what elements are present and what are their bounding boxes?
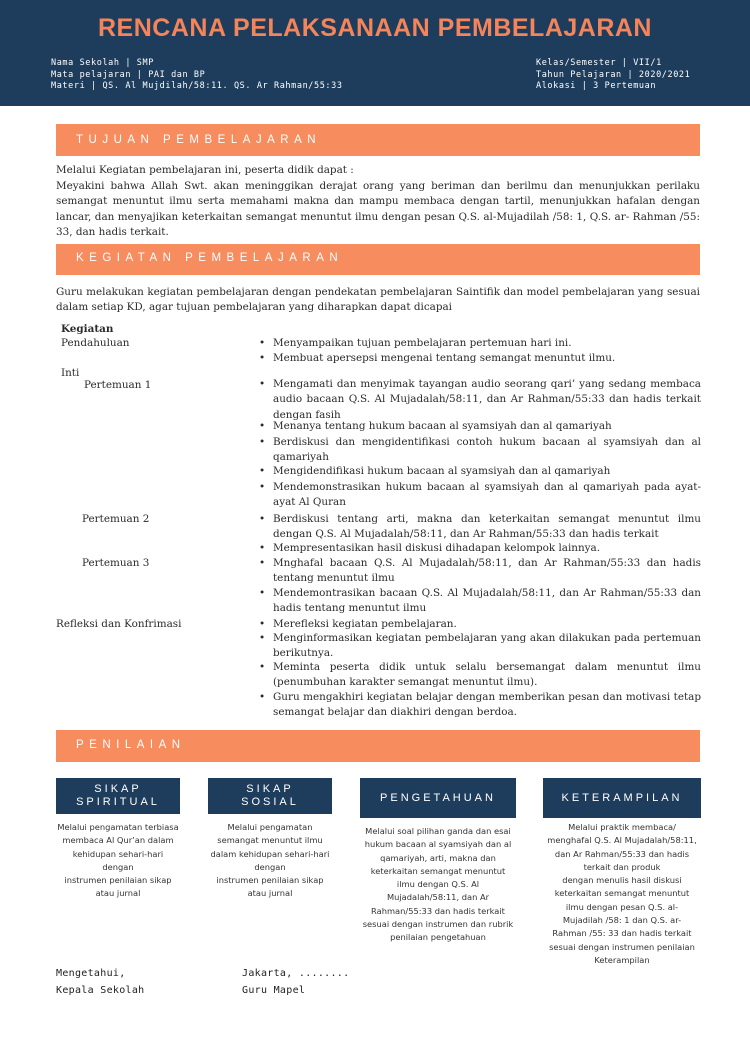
desc-line: membaca Al Qur’an dalam bbox=[62, 835, 174, 846]
list-item: • Mendemonstrasikan hukum bacaan al syamsiyah dan al qamariyah pada ayat-ayat Al Quran bbox=[273, 480, 701, 511]
header-banner bbox=[0, 0, 750, 106]
section-heading-tujuan: TUJUAN PEMBELAJARAN bbox=[56, 124, 700, 156]
desc-line: ilmu dengan pesan Q.S. al- bbox=[565, 901, 679, 912]
box-title-line2: SPIRITUAL bbox=[76, 796, 160, 808]
keterampilan-description bbox=[538, 821, 706, 967]
sikap-spiritual-description bbox=[50, 821, 186, 901]
list-item: • Guru mengakhiri kegiatan belajar dengan memberikan pesan dan motivasi tetap semangat belajar dan diakhiri dengan berdoa. bbox=[273, 690, 701, 721]
meta-alokasi: Alokasi | 3 Pertemuan bbox=[536, 81, 657, 91]
desc-line: dengan bbox=[102, 861, 134, 872]
box-title-line2: SOSIAL bbox=[241, 796, 299, 808]
desc-line: keterkaitan semangat menuntut bbox=[370, 865, 506, 876]
meta-kelas-semester: Kelas/Semester | VII/1 bbox=[536, 58, 662, 68]
assessment-box-sikap-sosial bbox=[208, 778, 332, 814]
desc-line: dengan bbox=[254, 861, 286, 872]
list-item: • Membuat apersepsi mengenai tentang semangat menuntut ilmu. bbox=[273, 351, 701, 366]
box-title: KETERAMPILAN bbox=[561, 792, 683, 804]
desc-line: Mujadilah /58: 1 dan Q.S. ar- bbox=[562, 915, 682, 926]
list-item: • Berdiskusi tentang arti, makna dan keterkaitan semangat menuntut ilmu dengan Q.S. Al Mujadalah/58:11, dan Ar Rahman/55:33 dan hadis terkait bbox=[273, 512, 701, 543]
desc-line: penilaian pengetahuan bbox=[390, 932, 486, 943]
tujuan-body: Meyakini bahwa Allah Swt. akan meninggikan derajat orang yang beriman dan berilmu dan menunjukkan perilaku semangat menuntut ilmu serta memahami makna dan mampu membaca dengan tartil, menunjukkan hafalan dengan lancar, dan menyajikan keterkaitan semangat menuntut ilmu dengan pesan Q.S. al-Mujadilah /58: 1, Q.S. ar- Rahman /55: 33, dan hadis terkait. bbox=[56, 180, 700, 238]
list-item: • Menginformasikan kegiatan pembelajaran yang akan dilakukan pada pertemuan berikutnya. bbox=[273, 631, 701, 662]
desc-line: Keterampilan bbox=[594, 954, 650, 965]
list-item: • Menyampaikan tujuan pembelajaran pertemuan hari ini. bbox=[273, 336, 701, 351]
meta-mata-pelajaran: Mata pelajaran | PAI dan BP bbox=[51, 69, 206, 80]
assessment-box-keterampilan bbox=[543, 778, 701, 818]
section-heading-penilaian: PENILAIAN bbox=[56, 730, 700, 762]
pengetahuan-description bbox=[356, 825, 520, 945]
desc-line: Melalui pengamatan terbiasa bbox=[57, 822, 179, 832]
desc-line: atau jurnal bbox=[95, 888, 141, 899]
signature-guru-mapel: Guru Mapel bbox=[242, 984, 306, 996]
desc-line: keterkaitan semangat menuntut bbox=[554, 888, 690, 899]
tujuan-intro: Melalui Kegiatan pembelajaran ini, peserta didik dapat : bbox=[56, 164, 354, 176]
desc-line: Melalui praktik membaca/ bbox=[568, 822, 676, 832]
box-title-line1: SIKAP bbox=[246, 783, 294, 795]
desc-line: hukum bacaan al syamsiyah dan al bbox=[364, 839, 512, 850]
label-pertemuan-2: Pertemuan 2 bbox=[82, 513, 150, 525]
list-item: • Mengidendifikasi hukum bacaan al syamsiyah dan al qamariyah bbox=[273, 464, 701, 479]
desc-line: kehidupan sehari-hari bbox=[72, 848, 164, 859]
desc-line: Mujadalah/58:11, dan Ar bbox=[386, 892, 490, 903]
desc-line: Melalui soal pilihan ganda dan esai bbox=[365, 826, 511, 836]
list-item: • Berdiskusi dan mengidentifikasi contoh hukum bacaan al syamsiyah dan al qamariyah bbox=[273, 435, 701, 466]
desc-line: dalam kehidupan sehari-hari bbox=[210, 848, 330, 859]
desc-line: atau jurnal bbox=[247, 888, 293, 899]
kegiatan-intro: Guru melakukan kegiatan pembelajaran dengan pendekatan pembelajaran Saintifik dan model pembelajaran yang sesuai dalam setiap KD, agar tujuan pembelajaran yang diharapkan dapat dicapai bbox=[56, 286, 700, 314]
desc-line: sesuai dengan instrumen dan rubrik bbox=[362, 919, 514, 930]
signature-mengetahui: Mengetahui, bbox=[56, 968, 126, 979]
label-pertemuan-3: Pertemuan 3 bbox=[82, 557, 150, 569]
desc-line: instrumen penilaian sikap bbox=[216, 875, 324, 886]
sikap-sosial-description bbox=[200, 821, 340, 901]
desc-line: dan Ar Rahman/55:33 dan hadis bbox=[554, 848, 690, 859]
meta-materi: Materi | QS. Al Mujdilah/58:11. QS. Ar Rahman/55:33 bbox=[51, 81, 343, 91]
meta-tahun-pelajaran: Tahun Pelajaran | 2020/2021 bbox=[536, 69, 691, 80]
desc-line: Melalui pengamatan bbox=[227, 822, 313, 832]
list-item: • Mengamati dan menyimak tayangan audio seorang qari’ yang sedang membaca audio bacaan Q.S. Al Mujadalah/58:11, dan Ar Rahman/55:33 dan hadis terkait dengan fasih bbox=[273, 377, 701, 423]
label-kegiatan: Kegiatan bbox=[61, 323, 114, 335]
desc-line: Rahman /55: 33 dan hadis terkait bbox=[552, 928, 692, 939]
signature-place-date: Jakarta, ........ bbox=[242, 968, 350, 979]
list-item: • Menanya tentang hukum bacaan al syamsiyah dan al qamariyah bbox=[273, 419, 701, 434]
desc-line: menghafal Q.S. Al Mujadalah/58:11, bbox=[547, 835, 697, 846]
header-meta-right bbox=[536, 58, 690, 93]
assessment-box-pengetahuan bbox=[360, 778, 516, 818]
desc-line: ilmu dengan Q.S. Al bbox=[396, 879, 480, 890]
desc-line: instrumen penilaian sikap bbox=[64, 875, 172, 886]
signature-kepala-sekolah: Kepala Sekolah bbox=[56, 984, 145, 996]
list-item: • Merefleksi kegiatan pembelajaran. bbox=[273, 617, 701, 632]
desc-line: Rahman/55:33 dan hadis terkait bbox=[371, 905, 505, 916]
section-heading-kegiatan: KEGIATAN PEMBELAJARAN bbox=[56, 244, 700, 275]
document-title: RENCANA PELAKSANAAN PEMBELAJARAN bbox=[98, 14, 652, 42]
signature-left bbox=[56, 966, 145, 999]
list-item: • Meminta peserta didik untuk selalu bersemangat dalam menuntut ilmu (penumbuhan karakter semangat menuntut ilmu). bbox=[273, 660, 701, 691]
desc-line: dengan menulis hasil diskusi bbox=[562, 875, 682, 886]
list-item: • Mendemontrasikan bacaan Q.S. Al Mujadalah/58:11, dan Ar Rahman/55:33 dan hadis tentang menuntut ilmu bbox=[273, 586, 701, 617]
label-pendahuluan: Pendahuluan bbox=[61, 337, 130, 349]
assessment-box-sikap-spiritual bbox=[56, 778, 180, 814]
signature-right bbox=[242, 966, 349, 999]
label-refleksi: Refleksi dan Konfrimasi bbox=[56, 618, 182, 630]
desc-line: sesuai dengan instrumen penilaian bbox=[549, 941, 695, 952]
label-inti: Inti bbox=[61, 367, 80, 379]
list-item: • Mempresentasikan hasil diskusi dihadapan kelompok lainnya. bbox=[273, 541, 701, 556]
desc-line: terkait dan produk bbox=[583, 861, 661, 872]
desc-line: qamariyah, arti, makna dan bbox=[380, 852, 496, 863]
desc-line: semangat menuntut ilmu bbox=[217, 835, 323, 846]
box-title: PENGETAHUAN bbox=[380, 792, 496, 804]
meta-nama-sekolah: Nama Sekolah | SMP bbox=[51, 58, 154, 68]
list-item: • Mnghafal bacaan Q.S. Al Mujadalah/58:11, dan Ar Rahman/55:33 dan hadis tentang menuntut ilmu bbox=[273, 556, 701, 587]
label-pertemuan-1: Pertemuan 1 bbox=[84, 379, 152, 391]
header-meta-left bbox=[51, 58, 343, 93]
box-title-line1: SIKAP bbox=[94, 783, 142, 795]
